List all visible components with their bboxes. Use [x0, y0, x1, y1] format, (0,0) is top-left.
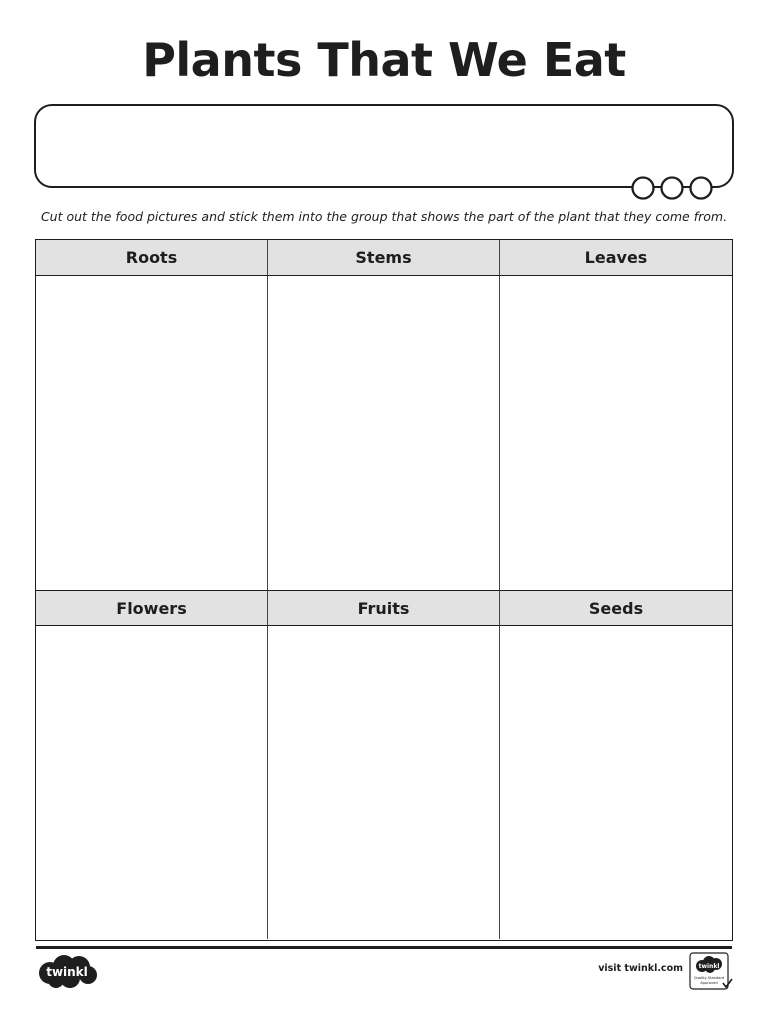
- drop-area-stems[interactable]: [268, 276, 500, 590]
- group-header-flowers: Flowers: [36, 590, 268, 626]
- group-header-fruits: Fruits: [268, 590, 500, 626]
- decorative-circles: [630, 175, 714, 201]
- sorting-grid: [35, 239, 733, 941]
- svg-text:Quality Standard: Quality Standard: [693, 976, 725, 980]
- group-header-leaves: Leaves: [500, 240, 732, 276]
- group-header-roots: Roots: [36, 240, 268, 276]
- page-title: Plants That We Eat: [142, 33, 626, 87]
- svg-text:twinkl: twinkl: [698, 963, 720, 970]
- group-header-seeds: Seeds: [500, 590, 732, 626]
- drop-area-roots[interactable]: [36, 276, 268, 590]
- name-box[interactable]: [34, 104, 734, 188]
- quality-standard-badge: [689, 952, 733, 992]
- instruction-text: Cut out the food pictures and stick them into the group that shows the part of the plant that they come from.: [40, 209, 728, 224]
- drop-area-seeds[interactable]: [500, 626, 732, 939]
- footer-divider: [36, 946, 732, 949]
- group-header-stems: Stems: [268, 240, 500, 276]
- logo-text: twinkl: [46, 965, 88, 979]
- twinkl-logo: [36, 952, 100, 990]
- drop-area-fruits[interactable]: [268, 626, 500, 939]
- drop-area-flowers[interactable]: [36, 626, 268, 939]
- drop-area-leaves[interactable]: [500, 276, 732, 590]
- svg-text:Approved: Approved: [700, 981, 718, 985]
- visit-link[interactable]: visit twinkl.com: [598, 963, 683, 974]
